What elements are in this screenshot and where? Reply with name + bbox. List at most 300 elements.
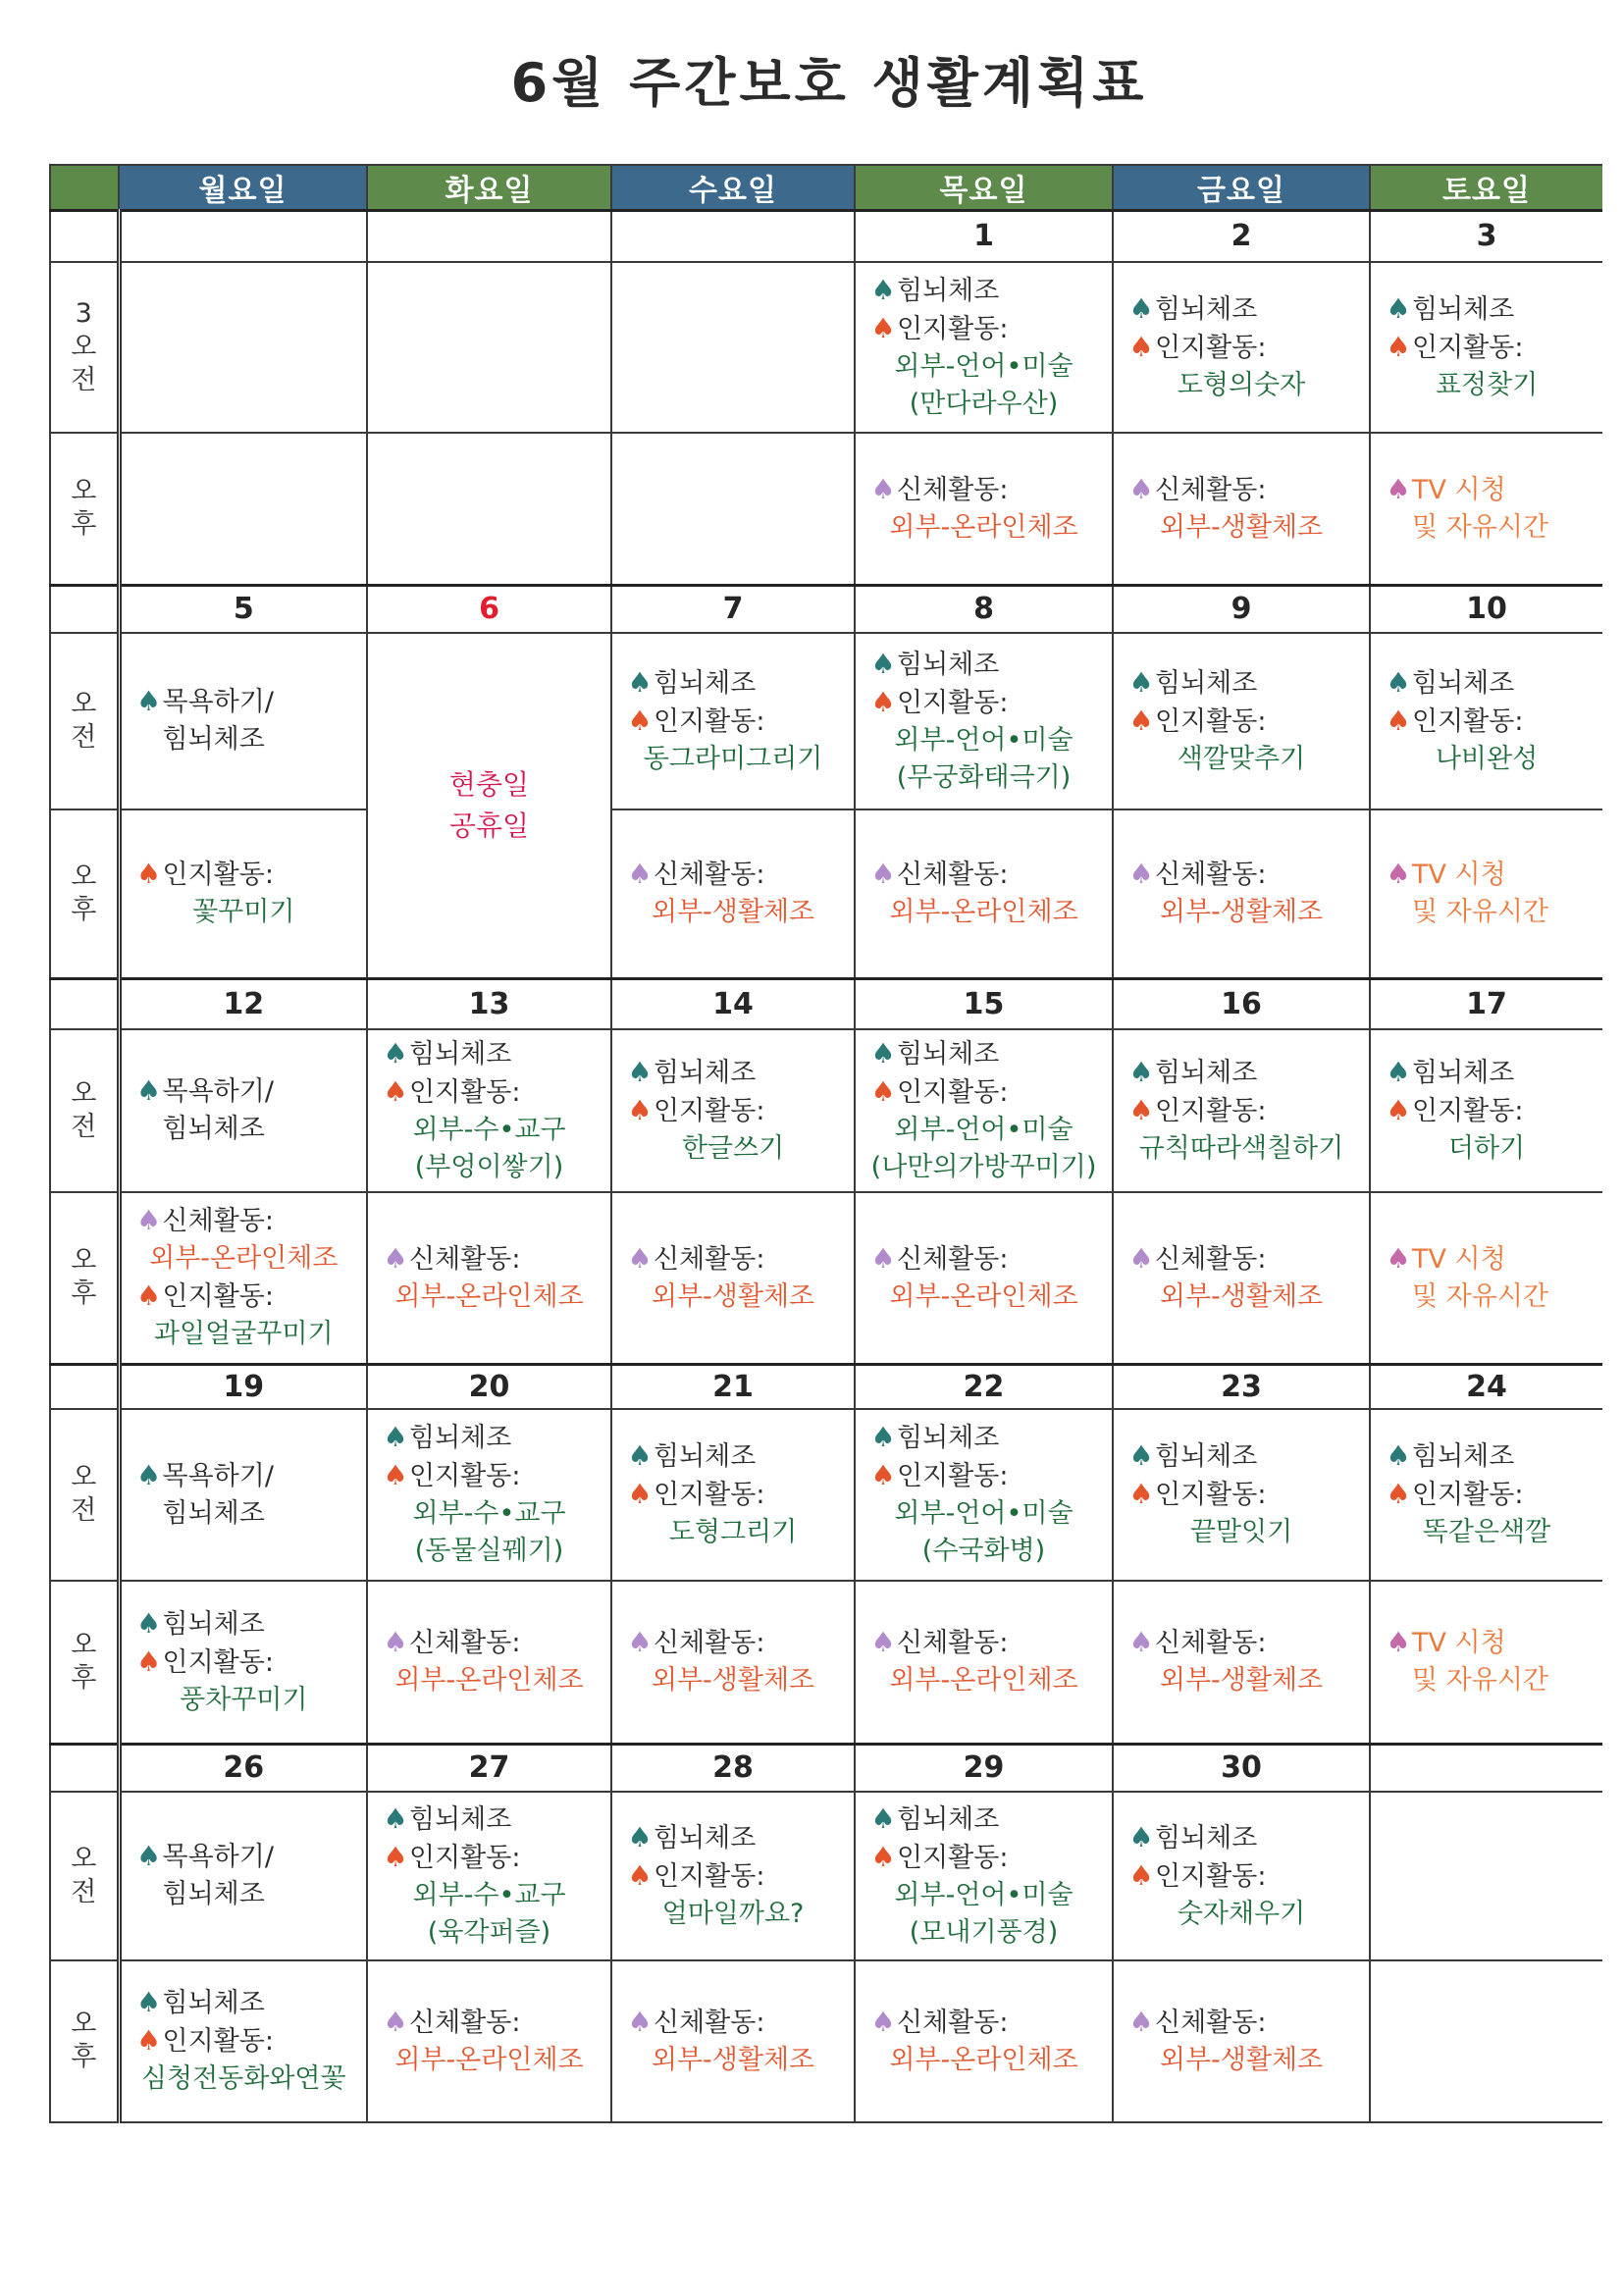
spade-icon: ♠	[135, 1279, 162, 1313]
activity-text: 인지활동:	[1155, 1095, 1267, 1126]
activity-cell	[367, 1581, 611, 1745]
spade-icon: ♠	[383, 1626, 408, 1659]
activity-line	[1377, 856, 1597, 894]
activity-cell	[611, 1581, 855, 1745]
activity-line	[618, 1092, 848, 1130]
activity-text: (나만의가방꾸미기)	[870, 1151, 1097, 1182]
activity-text: 나비완성	[1435, 743, 1539, 774]
spade-icon: ♠	[870, 1074, 896, 1108]
activity-line	[862, 1419, 1106, 1457]
activity-cell	[855, 1029, 1113, 1192]
spade-icon: ♠	[627, 858, 653, 891]
activity-text: (모내기풍경)	[909, 1916, 1059, 1948]
activity-text: 인지활동:	[897, 1461, 1009, 1491]
date-cell: 29	[855, 1745, 1113, 1792]
activity-line	[128, 1072, 361, 1111]
activity-line	[862, 646, 1106, 684]
activity-line	[862, 1533, 1106, 1570]
activity-text: 외부-생활체조	[651, 1280, 815, 1312]
date-cell: 13	[367, 979, 611, 1029]
spade-icon: ♠	[870, 858, 896, 891]
activity-text: 목욕하기/	[162, 1076, 274, 1107]
activity-text: 과일얼굴꾸미기	[153, 1319, 334, 1350]
activity-text: 신체활동:	[1155, 860, 1267, 891]
activity-text: 더하기	[1447, 1132, 1526, 1164]
header-row	[50, 165, 1602, 211]
date-cell: 7	[611, 586, 855, 633]
activity-text: 목욕하기/	[162, 1842, 274, 1872]
activity-text: 신체활동:	[897, 1243, 1009, 1275]
activity-line	[128, 1457, 361, 1495]
spade-icon: ♠	[627, 1478, 653, 1510]
spade-icon: ♠	[1128, 665, 1154, 699]
activity-cell	[1370, 809, 1602, 979]
activity-cell	[611, 262, 855, 433]
activity-text: 인지활동:	[409, 1076, 521, 1108]
spade-icon: ♠	[1128, 2005, 1154, 2038]
date-row-label	[50, 586, 119, 633]
activity-text: 외부-온라인체조	[149, 1243, 339, 1275]
activity-line	[1377, 1437, 1597, 1476]
activity-text: 외부-온라인체조	[889, 897, 1078, 928]
activity-line	[374, 2004, 604, 2042]
activity-text: 힘뇌체조	[1412, 1441, 1515, 1472]
header-corner	[50, 165, 119, 211]
activity-text: 신체활동:	[897, 860, 1009, 891]
activity-text: (동물실꿰기)	[414, 1536, 564, 1566]
activity-cell	[367, 1792, 611, 1960]
activity-line	[862, 2004, 1106, 2042]
activity-line	[1377, 1662, 1597, 1699]
activity-text: 외부-생활체조	[1159, 2044, 1324, 2075]
activity-cell	[367, 1409, 611, 1581]
activity-cell	[119, 1192, 367, 1365]
spade-icon: ♠	[135, 1204, 162, 1237]
date-cell	[611, 211, 855, 262]
date-cell: 10	[1370, 586, 1602, 633]
activity-cell	[855, 433, 1113, 586]
activity-text: 신체활동:	[409, 1628, 521, 1659]
activity-cell	[367, 433, 611, 586]
spade-icon: ♠	[135, 1458, 162, 1491]
activity-cell	[1113, 1409, 1370, 1581]
spade-icon: ♠	[383, 1801, 408, 1835]
spade-icon: ♠	[135, 1074, 162, 1107]
activity-cell	[855, 1409, 1113, 1581]
activity-text: 및 자유시간	[1412, 1280, 1548, 1312]
activity-line	[862, 2042, 1106, 2079]
row-label-char: 오	[71, 1462, 97, 1492]
spade-icon: ♠	[627, 2005, 653, 2038]
activity-cell	[1370, 1960, 1602, 2122]
activity-text: 힘뇌체조	[1155, 293, 1258, 325]
activity-line	[862, 1278, 1106, 1316]
activity-text: 인지활동:	[162, 1281, 274, 1313]
row-label-char: 오	[71, 476, 97, 507]
activity-text: 인지활동:	[1412, 1480, 1524, 1510]
activity-line	[1377, 1624, 1597, 1662]
activity-line	[374, 1800, 604, 1839]
activity-cell	[855, 1792, 1113, 1960]
row-label-char: 전	[71, 1111, 97, 1142]
activity-text: 외부-생활체조	[1159, 1665, 1324, 1696]
activity-line	[1377, 741, 1597, 778]
activity-line	[1120, 1896, 1363, 1933]
activity-line	[862, 856, 1106, 894]
activity-line	[1377, 1278, 1597, 1316]
activity-line	[618, 1624, 848, 1662]
activity-line	[862, 272, 1106, 310]
spade-icon: ♠	[1386, 1241, 1411, 1275]
activity-cell	[1370, 1792, 1602, 1960]
activity-line	[862, 1624, 1106, 1662]
activity-cell	[119, 433, 367, 586]
activity-text: 인지활동:	[1155, 332, 1267, 363]
activity-line	[1377, 509, 1597, 547]
activity-line	[1120, 2004, 1363, 2042]
date-cell: 15	[855, 979, 1113, 1029]
activity-text: 인지활동:	[162, 1646, 274, 1678]
activity-line	[128, 2022, 361, 2061]
activity-cell	[855, 809, 1113, 979]
date-cell: 17	[1370, 979, 1602, 1029]
activity-line	[374, 1112, 604, 1149]
activity-text: (무궁화태극기)	[896, 761, 1072, 793]
activity-text: (만다라우산)	[909, 388, 1059, 419]
spade-icon: ♠	[1386, 291, 1411, 325]
am-row	[50, 1029, 1602, 1192]
row-label-char: 오	[71, 1077, 97, 1109]
activity-text: 동그라미그리기	[643, 743, 823, 774]
activity-line	[1120, 290, 1363, 329]
activity-text: 인지활동:	[654, 1860, 765, 1892]
spade-icon: ♠	[1128, 1439, 1154, 1472]
activity-text: 신체활동:	[1155, 474, 1267, 505]
pm-row	[50, 1192, 1602, 1365]
activity-line	[128, 1240, 361, 1278]
activity-line	[1120, 1278, 1363, 1316]
date-cell	[367, 211, 611, 262]
activity-text: 신체활동:	[1155, 2007, 1267, 2038]
activity-line	[128, 1495, 361, 1533]
activity-text: 인지활동:	[1155, 1860, 1267, 1892]
day-header-tue: 화요일	[367, 165, 611, 211]
spade-icon: ♠	[1386, 1478, 1411, 1510]
activity-line	[618, 856, 848, 894]
activity-text: TV 시청	[1412, 860, 1506, 891]
activity-line	[1377, 471, 1597, 509]
row-label-char: 전	[71, 1495, 97, 1526]
date-cell: 28	[611, 1745, 855, 1792]
activity-line	[128, 1682, 361, 1719]
activity-text: 힘뇌체조	[162, 1988, 265, 2018]
date-cell: 26	[119, 1745, 367, 1792]
row-label-char: 오	[71, 2009, 97, 2039]
activity-text: 힘뇌체조	[654, 1822, 757, 1853]
spade-icon: ♠	[870, 1840, 896, 1873]
day-header-mon: 월요일	[119, 165, 367, 211]
activity-line	[618, 1240, 848, 1278]
spade-icon: ♠	[870, 685, 896, 718]
activity-line	[862, 348, 1106, 386]
activity-line	[618, 1130, 848, 1168]
pm-row	[50, 433, 1602, 586]
activity-text: 힘뇌체조	[162, 1114, 265, 1144]
activity-line	[1377, 894, 1597, 931]
activity-text: 인지활동:	[654, 705, 765, 737]
activity-line	[618, 1278, 848, 1316]
activity-line	[618, 1896, 848, 1933]
activity-text: 힘뇌체조	[162, 1879, 265, 1909]
activity-text: 끝말잇기	[1189, 1517, 1293, 1547]
activity-text: 인지활동:	[162, 860, 274, 891]
activity-line	[128, 1278, 361, 1316]
activity-line	[862, 310, 1106, 348]
activity-text: 인지활동:	[654, 1480, 765, 1510]
activity-text: 인지활동:	[1155, 1480, 1267, 1510]
activity-line	[374, 1533, 604, 1570]
am-row	[50, 1409, 1602, 1581]
activity-cell	[611, 1192, 855, 1365]
row-label-char: 오	[71, 1843, 97, 1874]
activity-text: 인지활동:	[1412, 332, 1524, 363]
day-header-sat: 토요일	[1370, 165, 1602, 211]
activity-text: 외부-온라인체조	[394, 2044, 584, 2075]
activity-text: 힘뇌체조	[1155, 1441, 1258, 1472]
activity-line	[862, 759, 1106, 797]
activity-line	[1120, 664, 1363, 703]
activity-line	[1377, 1476, 1597, 1514]
activity-text: 목욕하기/	[162, 1460, 274, 1491]
activity-cell	[367, 1029, 611, 1192]
activity-cell	[1370, 1029, 1602, 1192]
spade-icon: ♠	[1386, 1055, 1411, 1088]
activity-text: TV 시청	[1412, 1628, 1506, 1659]
activity-text: 외부-온라인체조	[889, 2044, 1078, 2075]
date-cell: 5	[119, 586, 367, 633]
row-label-pm	[50, 1581, 119, 1745]
pm-row	[50, 1581, 1602, 1745]
activity-line	[862, 1112, 1106, 1149]
spade-icon: ♠	[627, 665, 653, 699]
row-label-am	[50, 1792, 119, 1960]
activity-text: 힘뇌체조	[1155, 1057, 1258, 1088]
activity-line	[374, 806, 604, 847]
spade-icon: ♠	[627, 1439, 653, 1472]
spade-icon: ♠	[627, 1858, 653, 1892]
activity-line	[1120, 367, 1363, 404]
activity-text: 힘뇌체조	[409, 1423, 512, 1453]
activity-text: 힘뇌체조	[162, 724, 265, 755]
activity-line	[862, 1877, 1106, 1914]
schedule-body	[50, 211, 1602, 2122]
row-label-char: 전	[71, 721, 97, 753]
activity-cell	[1113, 1960, 1370, 2122]
activity-line	[862, 894, 1106, 931]
activity-cell	[119, 1581, 367, 1745]
activity-cell	[367, 1192, 611, 1365]
row-label-char: 후	[71, 894, 97, 925]
activity-line	[862, 1662, 1106, 1699]
activity-text: 인지활동:	[897, 687, 1009, 718]
activity-text: 똑같은색깔	[1422, 1517, 1551, 1547]
activity-line	[618, 741, 848, 778]
activity-text: 표정찾기	[1435, 369, 1539, 400]
activity-line	[128, 1838, 361, 1876]
activity-text: 힘뇌체조	[897, 275, 1000, 306]
spade-icon: ♠	[135, 1606, 162, 1640]
spade-icon: ♠	[383, 2005, 408, 2038]
spade-icon: ♠	[1128, 1055, 1154, 1088]
activity-text: 외부-온라인체조	[889, 1665, 1078, 1696]
spade-icon: ♠	[1386, 1439, 1411, 1472]
activity-text: 인지활동:	[897, 313, 1009, 344]
activity-text: 인지활동:	[1412, 705, 1524, 737]
spade-icon: ♠	[383, 1421, 408, 1453]
activity-line	[128, 2061, 361, 2098]
row-label-char: 오	[71, 861, 97, 892]
activity-text: 힘뇌체조	[897, 1803, 1000, 1835]
activity-text: 인지활동:	[409, 1461, 521, 1491]
activity-line	[1120, 1857, 1363, 1896]
activity-text: 신체활동:	[1155, 1628, 1267, 1659]
activity-line	[374, 764, 604, 806]
activity-text: 인지활동:	[1155, 705, 1267, 737]
activity-text: (수국화병)	[921, 1536, 1046, 1566]
activity-cell	[1113, 433, 1370, 586]
date-cell: 14	[611, 979, 855, 1029]
activity-cell	[855, 633, 1113, 809]
activity-line	[1377, 703, 1597, 741]
row-label-char: 오	[71, 688, 97, 719]
activity-line	[128, 1876, 361, 1913]
pm-row	[50, 1960, 1602, 2122]
spade-icon: ♠	[1128, 291, 1154, 325]
activity-line	[618, 703, 848, 741]
activity-line	[1377, 664, 1597, 703]
spade-icon: ♠	[383, 1459, 408, 1491]
spade-icon: ♠	[135, 685, 162, 717]
activity-line	[1120, 1240, 1363, 1278]
activity-line	[374, 1914, 604, 1952]
activity-cell	[1370, 262, 1602, 433]
date-cell: 16	[1113, 979, 1370, 1029]
spade-icon: ♠	[1128, 1626, 1154, 1659]
activity-cell	[119, 1960, 367, 2122]
activity-text: 힘뇌체조	[409, 1038, 512, 1070]
activity-text: 인지활동:	[162, 2026, 274, 2057]
spade-icon: ♠	[870, 273, 896, 306]
spade-icon: ♠	[870, 1036, 896, 1070]
activity-text: TV 시청	[1412, 1243, 1506, 1275]
activity-line	[618, 894, 848, 931]
date-cell: 27	[367, 1745, 611, 1792]
activity-text: 풍차꾸미기	[180, 1684, 308, 1715]
date-cell: 6	[367, 586, 611, 633]
spade-icon: ♠	[1386, 330, 1411, 363]
activity-text: 외부-생활체조	[651, 2044, 815, 2075]
activity-text: 도형그리기	[668, 1517, 798, 1547]
activity-line	[618, 2004, 848, 2042]
activity-text: 외부-수•교구	[412, 1879, 566, 1910]
activity-line	[1377, 1514, 1597, 1551]
spade-icon: ♠	[1128, 1093, 1154, 1126]
spade-icon: ♠	[1386, 1093, 1411, 1126]
activity-text: 외부-언어•미술	[894, 1498, 1073, 1529]
activity-cell	[611, 1960, 855, 2122]
date-cell: 12	[119, 979, 367, 1029]
spade-icon: ♠	[383, 1074, 408, 1108]
spade-icon: ♠	[1128, 1820, 1154, 1853]
spade-icon: ♠	[1128, 704, 1154, 737]
activity-text: 외부-수•교구	[412, 1114, 566, 1145]
activity-line	[862, 1800, 1106, 1839]
row-label-pm	[50, 1960, 119, 2122]
row-label-char: 후	[71, 509, 97, 541]
activity-line	[374, 1035, 604, 1073]
date-cell	[1370, 1745, 1602, 1792]
activity-text: 신체활동:	[409, 1243, 521, 1275]
activity-text: 외부-생활체조	[1159, 897, 1324, 928]
activity-line	[618, 1437, 848, 1476]
activity-text: 외부-생활체조	[651, 897, 815, 928]
date-cell: 30	[1113, 1745, 1370, 1792]
row-label-pm	[50, 433, 119, 586]
row-label-char: 오	[71, 1245, 97, 1277]
spade-icon: ♠	[627, 704, 653, 737]
spade-icon: ♠	[383, 1241, 408, 1275]
activity-text: 신체활동:	[897, 1628, 1009, 1659]
activity-text: 및 자유시간	[1412, 897, 1548, 928]
activity-line	[128, 894, 361, 931]
activity-cell	[1113, 809, 1370, 979]
activity-line	[618, 1514, 848, 1551]
spade-icon: ♠	[1386, 858, 1411, 891]
activity-text: 숫자채우기	[1177, 1898, 1306, 1929]
activity-line	[128, 1111, 361, 1148]
activity-text: 힘뇌체조	[1412, 1057, 1515, 1088]
activity-line	[618, 1857, 848, 1896]
activity-line	[618, 664, 848, 703]
date-cell: 20	[367, 1365, 611, 1409]
activity-text: 외부-온라인체조	[889, 1280, 1078, 1312]
spade-icon: ♠	[627, 1626, 653, 1659]
date-cell: 19	[119, 1365, 367, 1409]
activity-line	[862, 1035, 1106, 1073]
spade-icon: ♠	[1386, 472, 1411, 505]
spade-icon: ♠	[135, 1840, 162, 1872]
spade-icon: ♠	[870, 1801, 896, 1835]
activity-text: (부엉이쌓기)	[414, 1151, 564, 1182]
page-title: 6월 주간보호 생활계획표	[510, 52, 1148, 114]
row-label-char: 후	[71, 1278, 97, 1310]
activity-line	[1120, 894, 1363, 931]
activity-text: 신체활동:	[162, 1206, 274, 1237]
spade-icon: ♠	[135, 1986, 162, 2018]
activity-cell	[1113, 1192, 1370, 1365]
date-cell: 22	[855, 1365, 1113, 1409]
activity-text: 외부-언어•미술	[894, 724, 1073, 756]
row-label-char: 오	[71, 331, 97, 362]
activity-line	[128, 1316, 361, 1353]
activity-line	[128, 721, 361, 758]
activity-cell	[855, 1581, 1113, 1745]
day-header-thu: 목요일	[855, 165, 1113, 211]
activity-line	[1120, 1054, 1363, 1092]
activity-cell	[855, 262, 1113, 433]
spade-icon: ♠	[1386, 665, 1411, 699]
activity-text: 현충일	[448, 767, 530, 801]
